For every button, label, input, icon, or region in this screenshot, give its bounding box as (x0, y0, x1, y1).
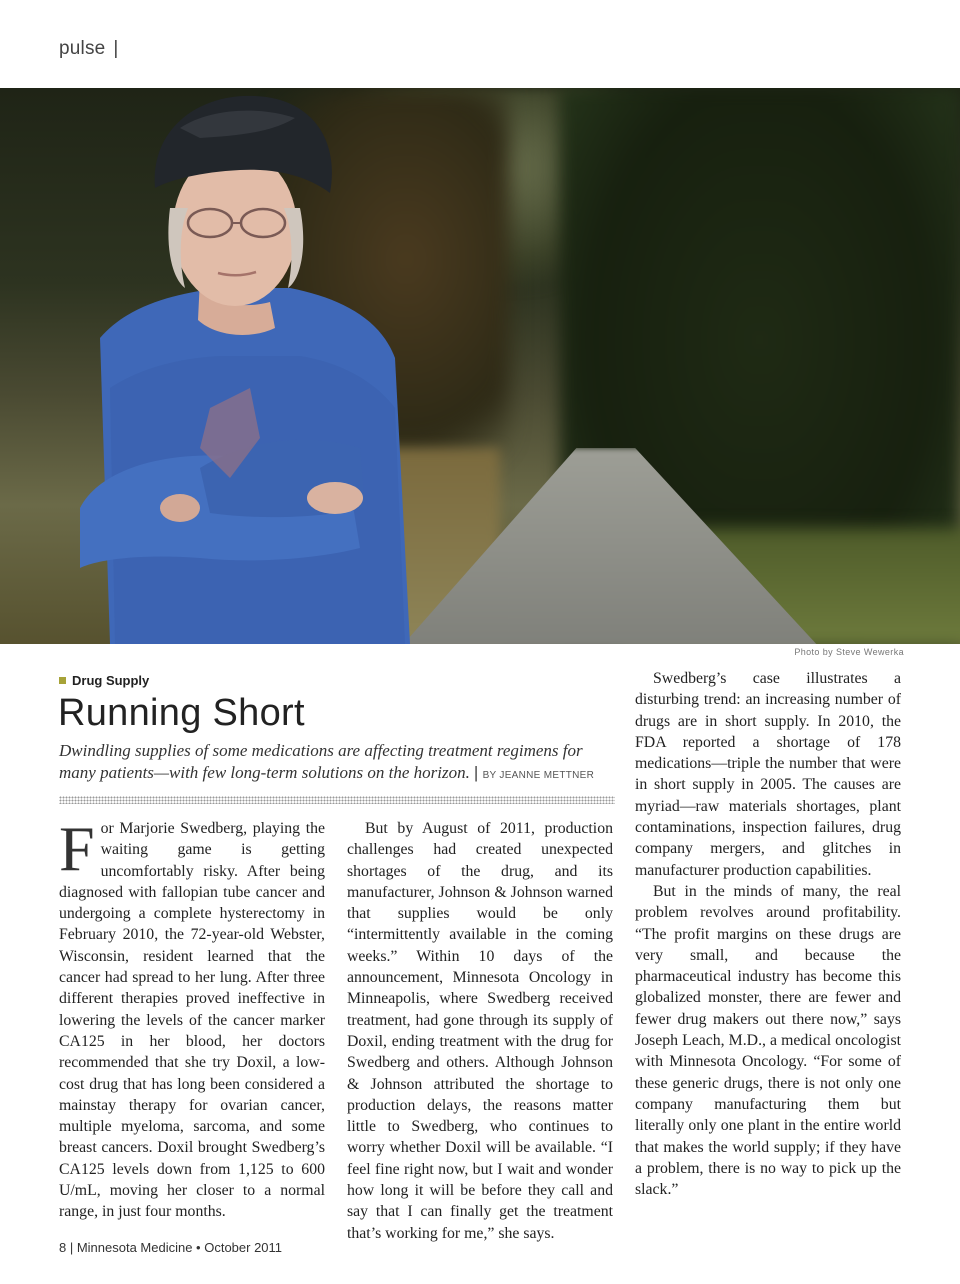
paragraph: Swedberg’s case illustrates a disturbing trend: an increasing number of drugs are in short supply. In 2010, the FDA reported a shortage of 178 medications—triple the number that were in short supply in 2005. The causes are myriad—raw materials shortages, plant contaminations, inspection failures, drug company mergers, and glitches in manufacturer production capabilities. (635, 670, 901, 879)
byline-separator: | (473, 763, 479, 782)
dotted-divider (59, 796, 615, 804)
paragraph (59, 813, 325, 1223)
section-label: pulse (59, 38, 106, 59)
paragraph: But in the minds of many, the real problem revolves around profitability. “The profit margins on these drugs are very small, and because the pharmaceutical industry has become this globalized monster, there are fewer and fewer drug makers out there now,” says Joseph Leach, M.D., a medical oncologist with Minnesota Oncology. “For some of these generic drugs, there is not only one company manufacturing them but literally only one plant in the entire world that makes the world supply; if they have a problem, there is no way to pick up the slack.” (635, 882, 901, 1199)
paragraph: But by August of 2011, production challenges had created unexpected shortages of the drug, and its manufacturer, Johnson & Johnson warned that supplies would be only “intermittently available in the coming weeks.” Within 10 days of the announcement, Minnesota Oncology in Minneapolis, where Swedberg received treatment, had gone through its supply of Doxil, ending treatment with the drug for Swedberg and others. Although Johnson & Johnson attributed the shortage to production delays, the reasons matter little to Swedberg, who continues to worry whether Doxil will be available. “I feel fine right now, but I wait and wonder how long it will be before they call and say that I can finally get the treatment that’s working for me,” she says. (347, 820, 613, 1242)
section-separator: | (113, 38, 119, 59)
woman-portrait (60, 88, 420, 644)
drop-cap: F (59, 813, 95, 884)
kicker-label: Drug Supply (72, 673, 150, 688)
article-title: Running Short (58, 692, 305, 734)
byline: BY JEANNE METTNER (482, 770, 595, 781)
kicker-square-icon (59, 677, 66, 684)
feature-photo (0, 88, 960, 644)
dek-text: Dwindling supplies of some medications are affecting treatment regimens for many patients—with few long-term solutions on the horizon. (59, 741, 583, 782)
photo-credit: Photo by Steve Wewerka (794, 647, 904, 657)
body-column-1 (59, 813, 325, 1223)
article-dek (59, 740, 619, 787)
kicker (59, 673, 149, 688)
body-column-2 (347, 818, 613, 1244)
section-header (59, 38, 119, 60)
paragraph-text: or Marjorie Swedberg, playing the waiting game is getting uncomfortably risky. After being diagnosed with fallopian tube cancer and undergoing a complete hysterectomy in February 2010, the 72-year-old Webster, Wisconsin, resident learned that the cancer had spread to her lung. After three different therapies proved ineffective in lowering the levels of the cancer marker CA125 in her blood, her doctors recommended that she try Doxil, a low-cost drug that has long been considered a mainstay therapy for ovarian cancer, multiple myeloma, sarcoma, and some breast cancers. Doxil brought Swedberg’s CA125 levels down from 1,125 to 600 U/mL, moving her closer to a normal range, in just four months. (59, 820, 325, 1221)
body-column-3 (635, 668, 901, 1200)
page-footer: 8 | Minnesota Medicine • October 2011 (59, 1240, 283, 1255)
